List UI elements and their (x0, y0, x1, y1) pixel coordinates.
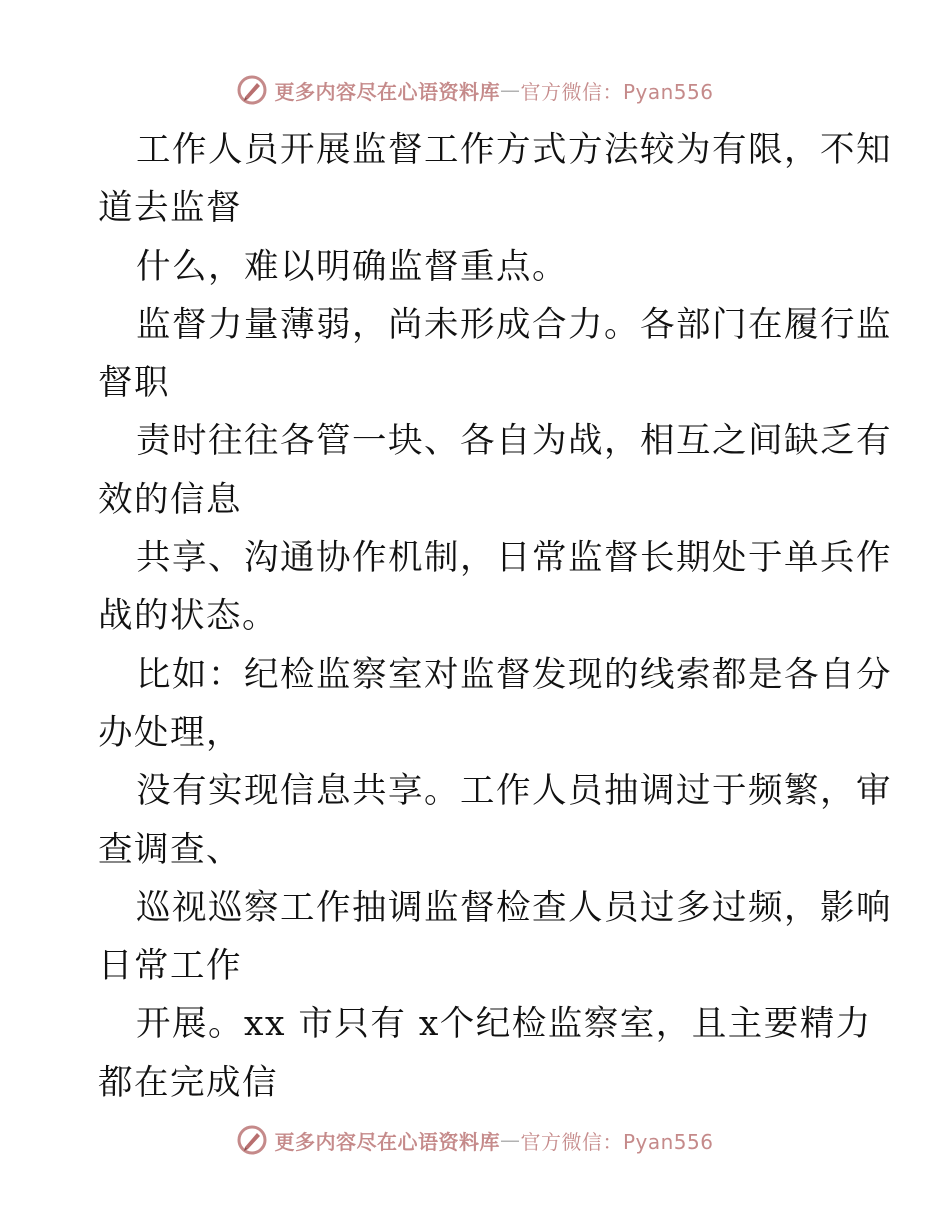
pen-logo-icon (236, 74, 268, 106)
text-line: 查调查、 (98, 829, 242, 870)
text-line: 什么，难以明确监督重点。 (136, 246, 568, 287)
text-line: 督职 (98, 363, 170, 404)
text-line: 开展。xx 市只有 x个纪检监察室，且主要精力 (136, 1004, 872, 1045)
text-line: 没有实现信息共享。工作人员抽调过于频繁，审 (136, 771, 892, 812)
watermark-main-text: 更多内容尽在心语资料库 (274, 79, 500, 104)
text-line: 巡视巡察工作抽调监督检查人员过多过频，影响 (136, 887, 892, 928)
text-line: 责时往往各管一块、各自为战，相互之间缺乏有 (136, 421, 892, 462)
text-line: 都在完成信 (98, 1062, 278, 1103)
watermark-separator: — (499, 1128, 521, 1152)
pen-logo-icon (236, 1124, 268, 1156)
text-line: 比如：纪检监察室对监督发现的线索都是各自分 (136, 654, 892, 695)
document-body (98, 121, 892, 1112)
header-watermark (0, 72, 950, 108)
text-line: 效的信息 (98, 479, 242, 520)
text-line: 战的状态。 (98, 596, 278, 637)
text-line: 道去监督 (98, 188, 242, 229)
text-line: 办处理， (98, 712, 242, 753)
text-line: 工作人员开展监督工作方式方法较为有限，不知 (136, 130, 892, 170)
text-line: 监督力量薄弱，尚未形成合力。各部门在履行监 (136, 304, 892, 345)
text-line: 共享、沟通协作机制，日常监督长期处于单兵作 (136, 538, 892, 579)
text-line: 日常工作 (98, 946, 242, 987)
watermark-main-text: 更多内容尽在心语资料库 (274, 1129, 500, 1154)
watermark-separator: — (499, 78, 521, 102)
watermark-contact-text: 官方微信：Pyan556 (520, 79, 714, 104)
footer-watermark (0, 1122, 950, 1158)
watermark-contact-text: 官方微信：Pyan556 (520, 1129, 714, 1154)
